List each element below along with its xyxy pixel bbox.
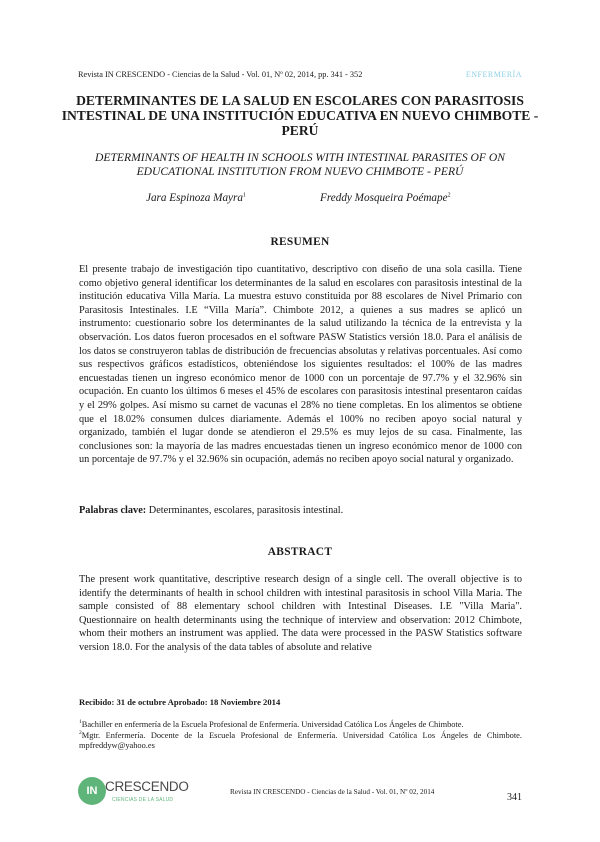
received-dates: Recibido: 31 de octubre Aprobado: 18 Noviembre 2014 [79, 697, 281, 707]
abstract-text: The present work quantitative, descriptive research design of a single cell. The overall objective is to identify the determinants of health in school children with intestinal parasitosis in school Villa Maria. The sample consisted of 88 elementary school children with Intestinal Diseases. I.E "Villa Maria". Questionnaire on health determinants using the technique of interview and observation: 2012 Chimbote, whom their mothers an instrument was applied. The data were processed in the PASW Statistics software version 18.0. For the analysis of the data tables of absolute and relative [79, 574, 522, 653]
abstract-heading: ABSTRACT [267, 546, 333, 558]
section-tag: ENFERMERÍA [465, 70, 522, 79]
author-2-name: Freddy Mosqueira Poémape [320, 192, 448, 204]
logo-in-badge: IN [78, 777, 106, 805]
title-english: DETERMINANTS OF HEALTH IN SCHOOLS WITH INTESTINAL PARASITES OF ON EDUCATIONAL INSTITUTION FROM NUEVO CHIMBOTE - PERÚ [95, 151, 505, 178]
keywords [79, 505, 522, 516]
journal-header: Revista IN CRESCENDO - Ciencias de la Salud - Vol. 01, Nº 02, 2014, pp. 341 - 352 [78, 70, 363, 79]
logo-wordmark: CRESCENDO [105, 779, 189, 794]
title-spanish: DETERMINANTES DE LA SALUD EN ESCOLARES CON PARASITOSIS INTESTINAL DE UNA INSTITUCIÓN EDUCATIVA EN NUEVO CHIMBOTE - PERÚ [61, 93, 539, 138]
journal-logo [78, 775, 188, 809]
author-1-mark: 1 [242, 192, 246, 199]
resumen-heading: RESUMEN [270, 236, 330, 248]
author-2 [320, 192, 451, 204]
resumen-text: El presente trabajo de investigación tipo cuantitativo, descriptivo con diseño de una sola casilla. Tiene como objetivo general identificar los determinantes de la salud en escolares con parasitosis intestinal de la institución educativa Villa María. La muestra estuvo constituida por 88 escolares de Nivel Primario con Parasitosis Intestinales. I.E “Villa María”. Chimbote 2012, a quienes a sus madres se aplicó un instrumento: cuestionario sobre los determinantes de la salud utilizando la técnica de la entrevista y la observación. Los datos fueron procesados en el software PASW Statistics versión 18.0. Para el análisis de los datos se construyeron tablas de distribución de frecuencias absolutas y relativas porcentuales. Así como sus respectivos gráficos estadísticos, obteniéndose los siguientes resultados: el 100% de las madres encuestadas tienen un ingreso económico menor de 1000 con un porcentaje de 97.7% y el 32.96% sin ocupación. En cuanto los últimos 6 meses el 45% de escolares con parasitosis intestinal presentaron caídas y el 29% golpes. Así mismo su carnet de vacunas el 28% no tiene completas. En los alimentos se obtiene que el 18.02% consumen dulces diariamente. Además el 100% no reciben apoyo social natural y organizado, también el lugar donde se atendieron el 29.5% es muy lejos de su casa. Finalmente, las conclusiones son: la mayoría de las madres encuestadas tienen un ingreso económico menor de 1000 con un porcentaje de 97.7% y el 32.96% sin ocupación, además no reciben apoyo social natural y organizado. [79, 264, 522, 466]
affiliation-2-text: Mgtr. Enfermería. Docente de la Escuela Profesional de Enfermería. Universidad Católica Los Ángeles de Chimbote. mpfreddyw@yahoo.es [79, 730, 522, 751]
author-2-mark: 2 [447, 192, 451, 199]
keywords-label: Palabras clave: [79, 505, 147, 516]
logo-tagline: CIENCIAS DE LA SALUD [112, 797, 174, 803]
affiliation-1-mark: 1 [79, 719, 82, 725]
affiliation-2-mark: 2 [79, 730, 82, 736]
affiliation-1-text: Bachiller en enfermería de la Escuela Profesional de Enfermería. Universidad Católica Los Ángeles de Chimbote. [81, 719, 464, 729]
author-1-name: Jara Espinoza Mayra [146, 192, 243, 204]
page-number: 341 [507, 792, 522, 803]
footer-journal: Revista IN CRESCENDO - Ciencias de la Salud - Vol. 01, Nº 02, 2014 [230, 788, 435, 796]
affiliation-2 [79, 728, 522, 752]
author-1 [146, 192, 246, 204]
keywords-text: Determinantes, escolares, parasitosis intestinal. [146, 505, 344, 516]
